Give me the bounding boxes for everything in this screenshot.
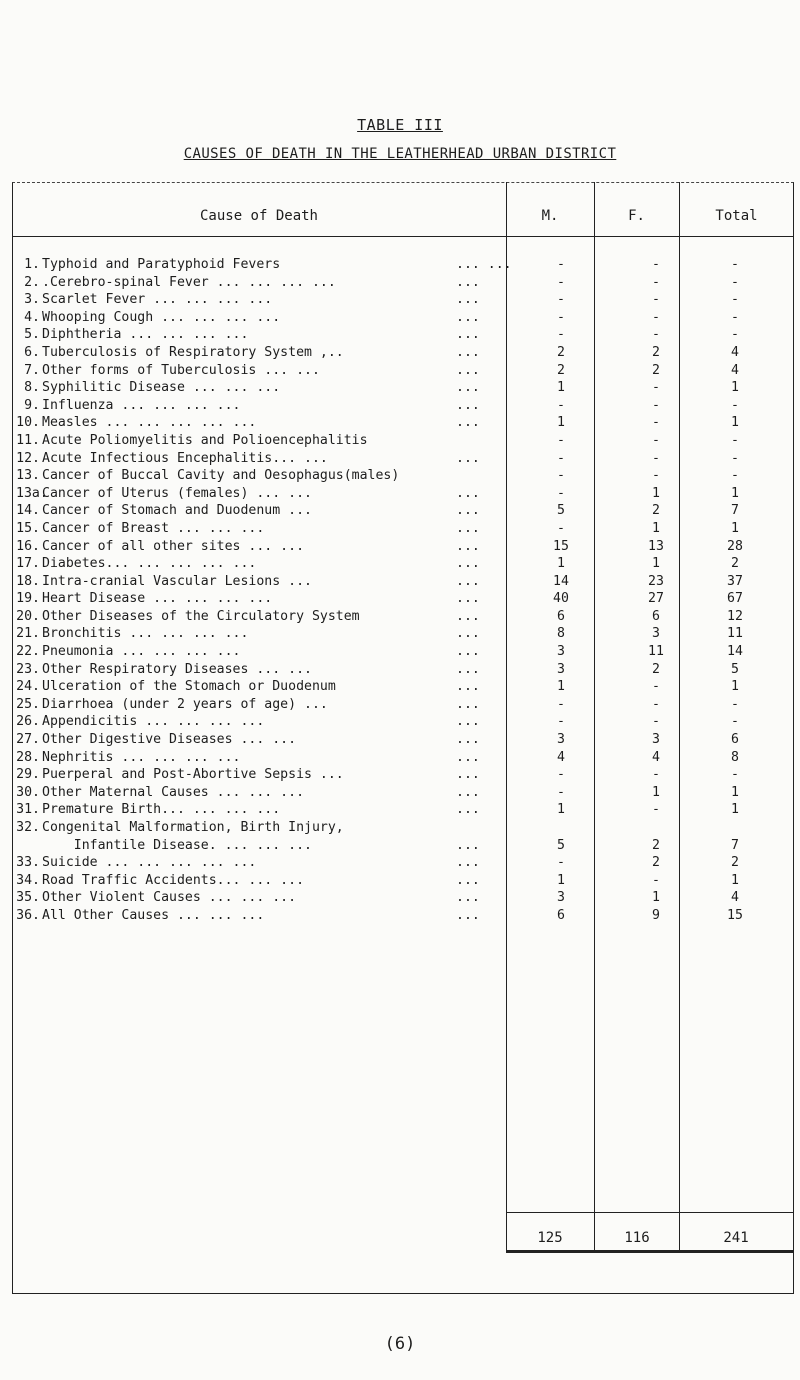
table-row: [16, 309, 756, 327]
cause-label: Heart Disease ... ... ... ...: [42, 591, 273, 607]
male-count: -: [557, 485, 565, 501]
male-count: -: [557, 292, 565, 308]
male-count: 1: [557, 802, 565, 818]
leader-dots: ...: [456, 309, 480, 325]
cause-label: Other Diseases of the Circulatory System: [42, 608, 360, 624]
leader-dots: ...: [456, 292, 480, 308]
row-number: 28.: [16, 749, 40, 765]
total-count: 1: [731, 380, 739, 396]
female-count: 2: [652, 661, 660, 677]
total-count: 7: [731, 837, 739, 853]
male-count: 2: [557, 362, 565, 378]
leader-dots: ...: [456, 485, 480, 501]
row-number: 32.: [16, 820, 40, 835]
leader-dots: ...: [456, 608, 480, 624]
male-count: 6: [557, 608, 565, 624]
table-row: [16, 432, 756, 450]
cause-label: Puerperal and Post-Abortive Sepsis ...: [42, 767, 344, 783]
cause-label: Other Digestive Diseases ... ...: [42, 732, 297, 748]
row-number: 3.: [24, 292, 40, 308]
table-row: [16, 502, 756, 520]
leader-dots: ...: [456, 380, 480, 396]
row-number: 18.: [16, 573, 40, 589]
total-count: -: [731, 309, 739, 325]
row-number: 15.: [16, 520, 40, 536]
cause-label: Cancer of Buccal Cavity and Oesophagus(males): [42, 468, 400, 484]
leader-dots: ...: [456, 837, 480, 853]
row-number: 29.: [16, 767, 40, 783]
leader-dots: ...: [456, 327, 480, 343]
female-count: -: [652, 468, 660, 484]
cause-label: Diphtheria ... ... ... ...: [42, 327, 249, 343]
cause-label: Road Traffic Accidents... ... ...: [42, 872, 305, 888]
female-count: 6: [652, 608, 660, 624]
table-row: [16, 872, 756, 890]
male-count: 1: [557, 415, 565, 431]
leader-dots: ...: [456, 890, 480, 906]
row-number: 13a.: [16, 485, 48, 501]
cause-label: Congenital Malformation, Birth Injury,: [42, 820, 344, 835]
leader-dots: ...: [456, 784, 480, 800]
row-number: 26.: [16, 714, 40, 730]
leader-dots: ...: [456, 749, 480, 765]
total-count: -: [731, 292, 739, 308]
leader-dots: ...: [456, 907, 480, 923]
male-count: 2: [557, 344, 565, 360]
leader-dots: ...: [456, 397, 480, 413]
leader-dots: ...: [456, 661, 480, 677]
table-row: [16, 520, 756, 538]
leader-dots: ...: [456, 450, 480, 466]
female-count: 2: [652, 344, 660, 360]
row-number: 22.: [16, 644, 40, 660]
row-number: 14.: [16, 503, 40, 519]
table-row: [16, 573, 756, 591]
total-count: 4: [731, 890, 739, 906]
female-count: -: [652, 432, 660, 448]
row-number: 35.: [16, 890, 40, 906]
row-number: 27.: [16, 732, 40, 748]
female-count: -: [652, 450, 660, 466]
leader-dots: ...: [456, 591, 480, 607]
cause-label: Ulceration of the Stomach or Duodenum: [42, 679, 336, 695]
female-count: 9: [652, 907, 660, 923]
male-count: -: [557, 327, 565, 343]
table-row: [16, 379, 756, 397]
male-count: -: [557, 309, 565, 325]
leader-dots: ...: [456, 732, 480, 748]
table-row: [16, 450, 756, 468]
row-number: 13.: [16, 468, 40, 484]
female-count: 1: [652, 784, 660, 800]
cause-label: Pneumonia ... ... ... ...: [42, 644, 241, 660]
table-row: [16, 801, 756, 819]
male-count: 5: [557, 503, 565, 519]
leader-dots: ...: [456, 872, 480, 888]
male-count: -: [557, 855, 565, 871]
total-count: -: [731, 274, 739, 290]
female-count: 13: [648, 538, 664, 554]
row-number: 17.: [16, 556, 40, 572]
table-row: [16, 713, 756, 731]
leader-dots: ...: [456, 415, 480, 431]
table-row: [16, 362, 756, 380]
total-count: -: [731, 397, 739, 413]
row-number: 21.: [16, 626, 40, 642]
total-count: 11: [727, 626, 743, 642]
table-row: [16, 397, 756, 415]
table-row: [16, 766, 756, 784]
female-count: -: [652, 679, 660, 695]
table-body: [16, 256, 756, 925]
row-number: 9.: [24, 397, 40, 413]
female-count: -: [652, 415, 660, 431]
table-row: [16, 344, 756, 362]
table-row: [16, 819, 756, 837]
male-count: -: [557, 714, 565, 730]
cause-label: Other Maternal Causes ... ... ...: [42, 784, 305, 800]
male-count: -: [557, 274, 565, 290]
table-row: [16, 889, 756, 907]
cause-label: Cancer of Breast ... ... ...: [42, 520, 265, 536]
table-row: [16, 590, 756, 608]
row-number: 11.: [16, 432, 40, 448]
male-count: 5: [557, 837, 565, 853]
header-rule: [12, 236, 794, 237]
female-count: -: [652, 802, 660, 818]
leader-dots: ...: [456, 344, 480, 360]
row-number: 31.: [16, 802, 40, 818]
female-count: 2: [652, 362, 660, 378]
table-row: [16, 784, 756, 802]
female-count: -: [652, 767, 660, 783]
female-count: -: [652, 309, 660, 325]
table-title: TABLE III: [357, 116, 443, 134]
female-count: 2: [652, 855, 660, 871]
totals-rule-bottom: [506, 1250, 794, 1253]
male-count: 1: [557, 380, 565, 396]
female-count: -: [652, 327, 660, 343]
table-row: [16, 326, 756, 344]
leader-dots: ...: [456, 679, 480, 695]
leader-dots: ...: [456, 503, 480, 519]
total-count: 15: [727, 907, 743, 923]
cause-label: Infantile Disease. ... ... ...: [42, 837, 312, 853]
total-count: -: [731, 327, 739, 343]
leader-dots: ... ...: [456, 257, 512, 272]
table-row: [16, 608, 756, 626]
table-row: [16, 854, 756, 872]
table-subtitle: CAUSES OF DEATH IN THE LEATHERHEAD URBAN DISTRICT: [183, 146, 617, 162]
total-count: 14: [727, 644, 743, 660]
leader-dots: ...: [456, 767, 480, 783]
table-row: [16, 678, 756, 696]
row-number: 12.: [16, 450, 40, 466]
female-count: -: [652, 872, 660, 888]
leader-dots: ...: [456, 274, 480, 290]
totals-rule: [506, 1212, 794, 1213]
total-count: 6: [731, 732, 739, 748]
row-number: 23.: [16, 661, 40, 677]
cause-label: Influenza ... ... ... ...: [42, 397, 241, 413]
table-row: [16, 661, 756, 679]
total-count: -: [731, 468, 739, 484]
total-all: 241: [723, 1230, 749, 1246]
row-number: 20.: [16, 608, 40, 624]
cause-label: Whooping Cough ... ... ... ...: [42, 309, 281, 325]
total-count: 7: [731, 503, 739, 519]
row-number: 33.: [16, 855, 40, 871]
male-count: -: [557, 784, 565, 800]
table-row: [16, 274, 756, 292]
cause-label: Bronchitis ... ... ... ...: [42, 626, 249, 642]
female-count: 2: [652, 503, 660, 519]
total-count: 1: [731, 485, 739, 501]
leader-dots: ...: [456, 556, 480, 572]
male-count: 8: [557, 626, 565, 642]
female-count: -: [652, 274, 660, 290]
table-row: [16, 749, 756, 767]
row-number: 19.: [16, 591, 40, 607]
male-count: -: [557, 767, 565, 783]
cause-label: Syphilitic Disease ... ... ...: [42, 380, 281, 396]
male-count: -: [557, 432, 565, 448]
row-number: 30.: [16, 784, 40, 800]
male-count: -: [557, 696, 565, 712]
total-count: -: [731, 714, 739, 730]
female-count: -: [652, 696, 660, 712]
cause-label: Premature Birth... ... ... ...: [42, 802, 281, 818]
table-row: [16, 731, 756, 749]
total-count: 28: [727, 538, 743, 554]
leader-dots: ...: [456, 644, 480, 660]
male-count: -: [557, 520, 565, 536]
column-header-cause: Cause of Death: [199, 208, 318, 224]
table-row: [16, 907, 756, 925]
total-count: -: [731, 257, 739, 272]
female-count: 23: [648, 573, 664, 589]
row-number: 4.: [24, 309, 40, 325]
male-count: -: [557, 257, 565, 272]
female-count: 1: [652, 890, 660, 906]
leader-dots: ...: [456, 573, 480, 589]
male-count: 1: [557, 556, 565, 572]
male-count: -: [557, 468, 565, 484]
row-number: 25.: [16, 696, 40, 712]
table-row: [16, 467, 756, 485]
column-header-female: F.: [628, 208, 645, 224]
male-count: -: [557, 397, 565, 413]
total-count: 8: [731, 749, 739, 765]
cause-label: Diabetes... ... ... ... ...: [42, 556, 257, 572]
row-number: 10.: [16, 415, 40, 431]
female-count: -: [652, 714, 660, 730]
cause-label: .Cerebro-spinal Fever ... ... ... ...: [42, 274, 336, 290]
table-row: [16, 291, 756, 309]
row-number: 1.: [24, 257, 40, 272]
cause-label: Tuberculosis of Respiratory System ,..: [42, 344, 344, 360]
female-count: 4: [652, 749, 660, 765]
male-count: 3: [557, 890, 565, 906]
female-count: -: [652, 292, 660, 308]
male-count: 40: [553, 591, 569, 607]
leader-dots: ...: [456, 626, 480, 642]
page-number: (6): [384, 1334, 416, 1354]
row-number: 7.: [24, 362, 40, 378]
total-count: -: [731, 767, 739, 783]
female-count: 2: [652, 837, 660, 853]
leader-dots: ...: [456, 696, 480, 712]
table-row: [16, 625, 756, 643]
male-count: 3: [557, 732, 565, 748]
cause-label: Other Violent Causes ... ... ...: [42, 890, 297, 906]
cause-label: Typhoid and Paratyphoid Fevers: [42, 257, 281, 272]
table-row: [16, 538, 756, 556]
table-row: [16, 837, 756, 855]
row-number: 16.: [16, 538, 40, 554]
table-row: [16, 555, 756, 573]
male-count: 1: [557, 872, 565, 888]
cause-label: Intra-cranial Vascular Lesions ...: [42, 573, 312, 589]
cause-label: Cancer of Uterus (females) ... ...: [42, 485, 312, 501]
female-count: 1: [652, 485, 660, 501]
female-count: 11: [648, 644, 664, 660]
cause-label: Measles ... ... ... ... ...: [42, 415, 257, 431]
cause-label: Diarrhoea (under 2 years of age) ...: [42, 696, 328, 712]
total-count: 1: [731, 520, 739, 536]
row-number: 36.: [16, 907, 40, 923]
cause-label: All Other Causes ... ... ...: [42, 907, 265, 923]
table-row: [16, 256, 756, 274]
total-count: 1: [731, 802, 739, 818]
male-count: 3: [557, 661, 565, 677]
total-count: 1: [731, 415, 739, 431]
leader-dots: ...: [456, 362, 480, 378]
female-count: 27: [648, 591, 664, 607]
cause-label: Scarlet Fever ... ... ... ...: [42, 292, 273, 308]
male-count: 15: [553, 538, 569, 554]
cause-label: Acute Infectious Encephalitis... ...: [42, 450, 328, 466]
female-count: -: [652, 380, 660, 396]
total-count: 67: [727, 591, 743, 607]
cause-label: Nephritis ... ... ... ...: [42, 749, 241, 765]
total-count: 1: [731, 784, 739, 800]
table-row: [16, 643, 756, 661]
table-row: [16, 414, 756, 432]
row-number: 8.: [24, 380, 40, 396]
row-number: 5.: [24, 327, 40, 343]
total-count: 12: [727, 608, 743, 624]
total-count: -: [731, 432, 739, 448]
total-count: 1: [731, 679, 739, 695]
row-number: 2.: [24, 274, 40, 290]
cause-label: Appendicitis ... ... ... ...: [42, 714, 265, 730]
total-male: 125: [537, 1230, 563, 1246]
female-count: 3: [652, 626, 660, 642]
cause-label: Cancer of all other sites ... ...: [42, 538, 305, 554]
female-count: 1: [652, 556, 660, 572]
total-count: 4: [731, 344, 739, 360]
total-count: 2: [731, 556, 739, 572]
male-count: -: [557, 450, 565, 466]
row-number: 6.: [24, 344, 40, 360]
column-header-total: Total: [715, 208, 758, 224]
total-female: 116: [624, 1230, 650, 1246]
male-count: 1: [557, 679, 565, 695]
leader-dots: ...: [456, 538, 480, 554]
cause-label: Other forms of Tuberculosis ... ...: [42, 362, 320, 378]
leader-dots: ...: [456, 802, 480, 818]
total-count: -: [731, 450, 739, 466]
row-number: 34.: [16, 872, 40, 888]
table-row: [16, 485, 756, 503]
total-count: 5: [731, 661, 739, 677]
cause-label: Other Respiratory Diseases ... ...: [42, 661, 312, 677]
total-count: -: [731, 696, 739, 712]
cause-label: Acute Poliomyelitis and Polioencephalitis: [42, 432, 368, 448]
total-count: 4: [731, 362, 739, 378]
total-count: 37: [727, 573, 743, 589]
female-count: -: [652, 257, 660, 272]
column-header-male: M.: [541, 208, 559, 224]
leader-dots: ...: [456, 855, 480, 871]
row-number: 24.: [16, 679, 40, 695]
total-count: 1: [731, 872, 739, 888]
male-count: 6: [557, 907, 565, 923]
cause-label: Cancer of Stomach and Duodenum ...: [42, 503, 312, 519]
male-count: 14: [553, 573, 569, 589]
leader-dots: ...: [456, 714, 480, 730]
cause-label: Suicide ... ... ... ... ...: [42, 855, 257, 871]
table-row: [16, 696, 756, 714]
female-count: 1: [652, 520, 660, 536]
female-count: -: [652, 397, 660, 413]
male-count: 3: [557, 644, 565, 660]
total-count: 2: [731, 855, 739, 871]
leader-dots: ...: [456, 520, 480, 536]
male-count: 4: [557, 749, 565, 765]
female-count: 3: [652, 732, 660, 748]
